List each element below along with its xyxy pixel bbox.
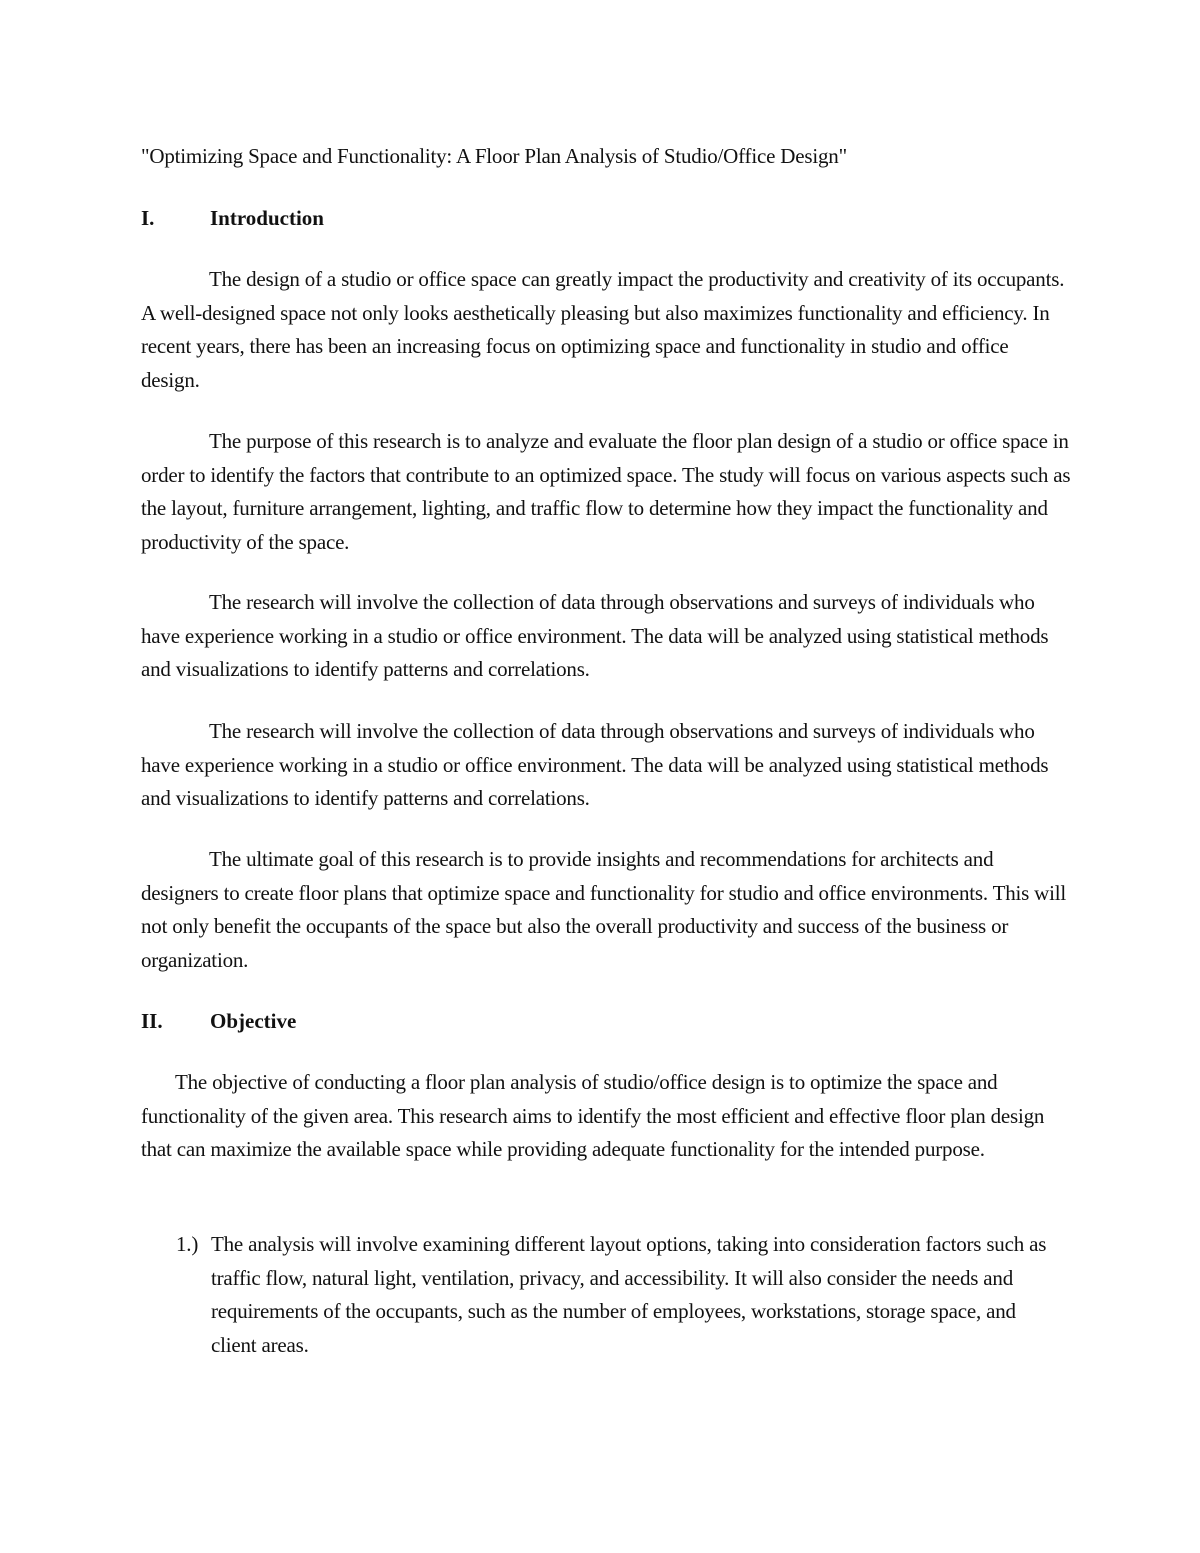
intro-paragraph-3: The research will involve the collection of data through observations and surveys of individuals who have experience working in a studio or office environment. The data will be analyzed using statistical methods and visualizations to identify patterns and correlations. xyxy=(141,590,1049,681)
list-marker: 1.) xyxy=(176,1232,199,1256)
intro-paragraph-2: The purpose of this research is to analyze and evaluate the floor plan design of a studio or office space in order to identify the factors that contribute to an optimized space. The study will focus on various aspects such as the layout, furniture arrangement, lighting, and traffic flow to determine how they impact the functionality and productivity of the space. xyxy=(141,429,1071,554)
list-item xyxy=(176,1228,1066,1362)
objective-paragraph: The objective of conducting a floor plan analysis of studio/office design is to optimize the space and functionality of the given area. This research aims to identify the most efficient and effective floor plan design that can maximize the available space while providing adequate functionality for the intended purpose. xyxy=(141,1070,1045,1161)
section-title: Introduction xyxy=(210,206,324,230)
document-title: "Optimizing Space and Functionality: A Floor Plan Analysis of Studio/Office Design" xyxy=(141,144,847,168)
section-number: I. xyxy=(141,206,155,230)
intro-paragraph-1: The design of a studio or office space can greatly impact the productivity and creativity of its occupants. A well-designed space not only looks aesthetically pleasing but also maximizes functionality and efficiency. In recent years, there has been an increasing focus on optimizing space and functionality in studio and office design. xyxy=(141,267,1065,392)
list-item-text: The analysis will involve examining different layout options, taking into consideration factors such as traffic flow, natural light, ventilation, privacy, and accessibility. It will also consider the needs and requirements of the occupants, such as the number of employees, workstations, storage space, and client areas. xyxy=(211,1232,1047,1357)
section-number: II. xyxy=(141,1009,163,1033)
section-title: Objective xyxy=(210,1009,297,1033)
intro-paragraph-5: The ultimate goal of this research is to provide insights and recommendations for architects and designers to create floor plans that optimize space and functionality for studio and office environments. This will not only benefit the occupants of the space but also the overall productivity and success of the business or organization. xyxy=(141,847,1067,972)
intro-paragraph-4: The research will involve the collection of data through observations and surveys of individuals who have experience working in a studio or office environment. The data will be analyzed using statistical methods and visualizations to identify patterns and correlations. xyxy=(141,719,1049,810)
